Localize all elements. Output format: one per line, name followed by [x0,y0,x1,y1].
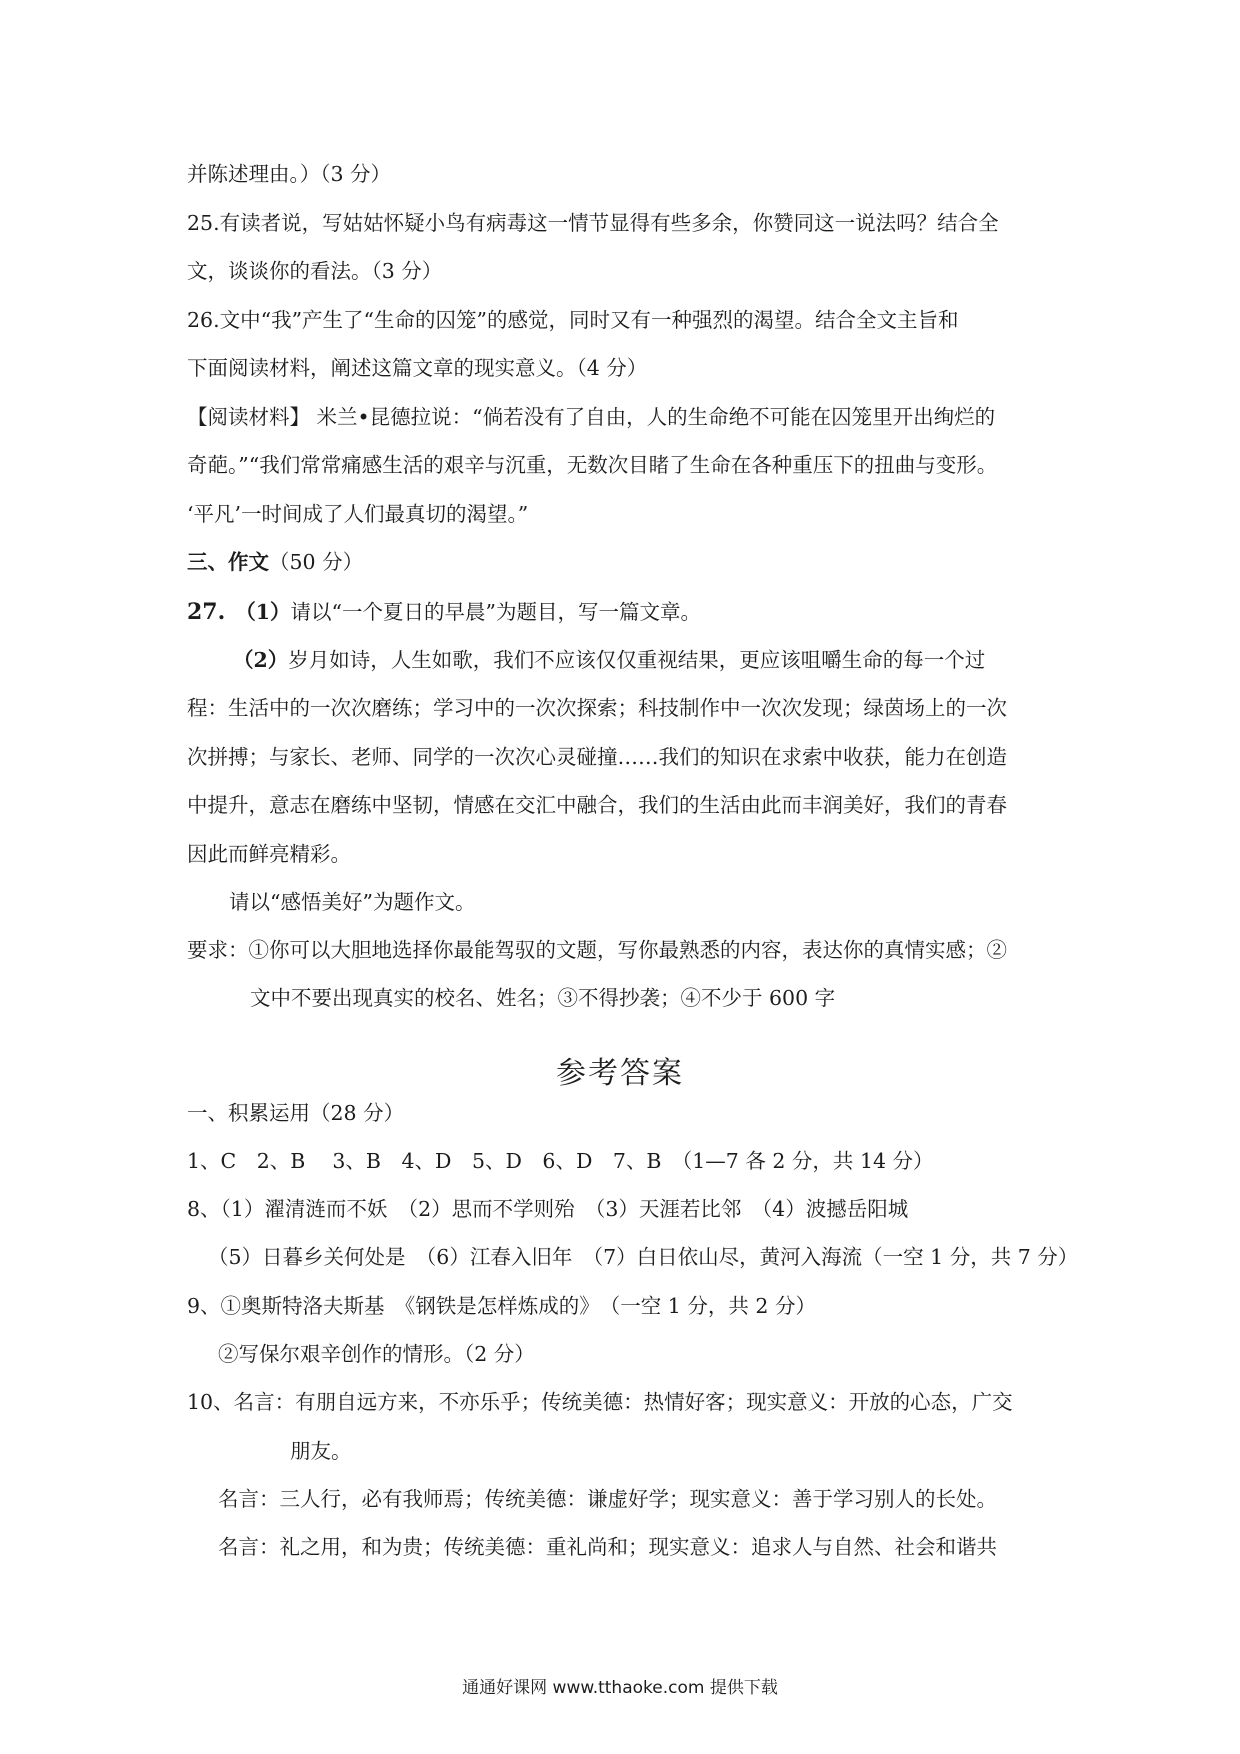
option-1-number: （1） [235,600,291,624]
reading-material-line-3: ‘平凡’一时间成了人们最真切的渴望。” [187,502,529,526]
question-25-line-2: 文，谈谈你的看法。（3 分） [187,259,443,283]
requirements-line-1: 要求：①你可以大胆地选择你最能驾驭的文题，写你最熟悉的内容，表达你的真情实感；② [187,938,1007,962]
composition-prompt: 请以“感悟美好”为题作文。 [229,890,476,914]
requirements-line-2: 文中不要出现真实的校名、姓名；③不得抄袭；④不少于 600 字 [250,986,836,1010]
answers-title: 参考答案 [556,1056,684,1091]
answer-9-line-2: ②写保尔艰辛创作的情形。（2 分） [218,1342,535,1366]
answer-8-line-2: （5）日暮乡关何处是 （6）江春入旧年 （7）白日依山尽，黄河入海流（一空 1 分，共 7 分） [208,1245,1079,1269]
question-27-option-1 [187,601,701,623]
answer-section-1-heading: 一、积累运用（28 分） [187,1101,405,1125]
question-27-option-2-line-5: 因此而鲜亮精彩。 [187,842,351,866]
option-1-text: 请以“一个夏日的早晨”为题目，写一篇文章。 [290,600,702,624]
question-27-number: 27. [187,599,226,625]
question-26-line-2: 下面阅读材料，阐述这篇文章的现实意义。（4 分） [187,356,648,380]
answer-9-line-1: 9、①奥斯特洛夫斯基 《钢铁是怎样炼成的》 （一空 1 分，共 2 分） [187,1294,816,1318]
answer-10-line-3: 名言：三人行，必有我师焉；传统美德：谦虚好学；现实意义：善于学习别人的长处。 [218,1487,997,1511]
option-2-number: （2） [233,648,289,672]
answer-10-line-2: 朋友。 [290,1439,352,1463]
page-footer: 通通好课网 www.tthaoke.com 提供下载 [462,1678,778,1698]
composition-heading [187,552,363,573]
answer-10-line-1: 10、名言：有朋自远方来，不亦乐乎；传统美德：热情好客；现实意义：开放的心态，广交 [187,1390,1013,1414]
question-continuation-line: 并陈述理由。）（3 分） [187,162,392,186]
reading-material-line-2: 奇葩。”“我们常常痛感生活的艰辛与沉重，无数次目睹了生命在各种重压下的扭曲与变形。 [187,453,998,477]
question-27-option-2-line-3: 次拼搏；与家长、老师、同学的一次次心灵碰撞……我们的知识在求索中收获，能力在创造 [187,745,1007,769]
composition-heading-label: 三、作文 [187,550,269,574]
option-2-text: 岁月如诗，人生如歌，我们不应该仅仅重视结果，更应该咀嚼生命的每一个过 [288,648,986,672]
question-27-option-2-line-1 [233,650,985,671]
answer-1-7: 1、C 2、B 3、B 4、D 5、D 6、D 7、B （1—7 各 2 分，共 14 分） [187,1149,934,1173]
question-27-option-2-line-2: 程：生活中的一次次磨练；学习中的一次次探索；科技制作中一次次发现；绿茵场上的一次 [187,696,1007,720]
composition-heading-score: （50 分） [269,550,364,574]
answer-10-line-4: 名言：礼之用，和为贵；传统美德：重礼尚和；现实意义：追求人与自然、社会和谐共 [218,1535,997,1559]
question-26-line-1: 26.文中“我”产生了“生命的囚笼”的感觉，同时又有一种强烈的渴望。结合全文主旨和 [187,308,959,332]
question-27-option-2-line-4: 中提升，意志在磨练中坚韧，情感在交汇中融合，我们的生活由此而丰润美好，我们的青春 [187,793,1007,817]
question-25-line-1: 25.有读者说，写姑姑怀疑小鸟有病毒这一情节显得有些多余，你赞同这一说法吗？结合全 [187,211,999,235]
reading-material-line-1: 【阅读材料】 米兰•昆德拉说：“倘若没有了自由，人的生命绝不可能在囚笼里开出绚烂的 [187,405,996,429]
answer-8-line-1: 8、（1）濯清涟而不妖 （2）思而不学则殆 （3）天涯若比邻 （4）波撼岳阳城 [187,1197,909,1221]
